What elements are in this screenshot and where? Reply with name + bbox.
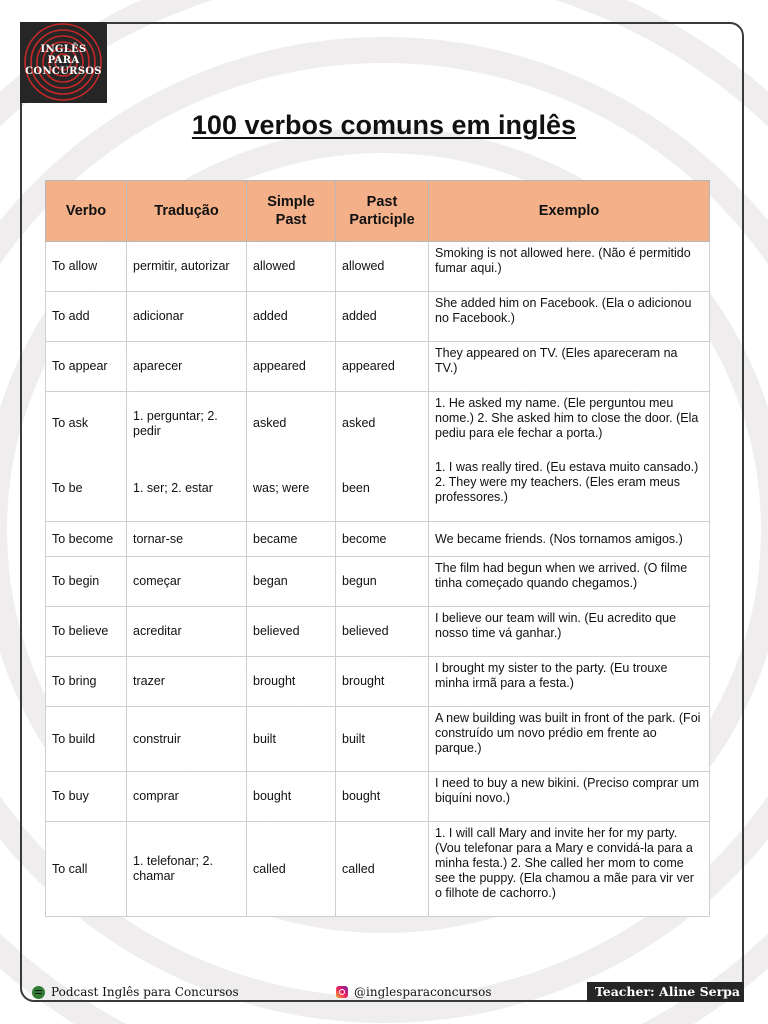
cell-participle: asked: [336, 392, 429, 456]
cell-example: She added him on Facebook. (Ela o adicionou no Facebook.): [429, 292, 710, 342]
cell-participle: brought: [336, 657, 429, 707]
podcast-credit: [32, 985, 239, 999]
cell-past: called: [247, 822, 336, 917]
cell-example: The film had begun when we arrived. (O filme tinha começado quando chegamos.): [429, 557, 710, 607]
cell-past: allowed: [247, 242, 336, 292]
cell-translation: 1. telefonar; 2. chamar: [127, 822, 247, 917]
table-row: [46, 607, 710, 657]
verbs-table: [45, 180, 710, 917]
cell-participle: appeared: [336, 342, 429, 392]
table-row: [46, 707, 710, 772]
cell-example: 1. I was really tired. (Eu estava muito cansado.) 2. They were my teachers. (Eles eram meus professores.): [429, 456, 710, 522]
cell-verb: To allow: [46, 242, 127, 292]
cell-translation: permitir, autorizar: [127, 242, 247, 292]
table-row: [46, 292, 710, 342]
cell-example: I brought my sister to the party. (Eu trouxe minha irmã para a festa.): [429, 657, 710, 707]
cell-example: They appeared on TV. (Eles apareceram na TV.): [429, 342, 710, 392]
cell-past: added: [247, 292, 336, 342]
cell-verb: To bring: [46, 657, 127, 707]
cell-participle: believed: [336, 607, 429, 657]
cell-participle: built: [336, 707, 429, 772]
cell-past: built: [247, 707, 336, 772]
table-row: [46, 392, 710, 456]
header-past-participle: Past Participle: [336, 181, 429, 242]
cell-past: believed: [247, 607, 336, 657]
cell-example: I need to buy a new bikini. (Preciso comprar um biquíni novo.): [429, 772, 710, 822]
table-header-row: [46, 181, 710, 242]
cell-example: 1. He asked my name. (Ele perguntou meu nome.) 2. She asked him to close the door. (Ela pediu para ele fechar a porta.): [429, 392, 710, 456]
table-row: [46, 822, 710, 917]
table-row: [46, 522, 710, 557]
cell-participle: been: [336, 456, 429, 522]
cell-example: 1. I will call Mary and invite her for my party. (Vou telefonar para a Mary e convidá-la para a minha festa.) 2. She called her mom to come see the puppy. (Ela chamou a mãe para vir ver o filhote de cachorro.): [429, 822, 710, 917]
cell-past: began: [247, 557, 336, 607]
cell-past: bought: [247, 772, 336, 822]
spotify-icon: [32, 986, 45, 999]
cell-example: A new building was built in front of the park. (Foi construído um novo prédio em frente ao parque.): [429, 707, 710, 772]
cell-past: became: [247, 522, 336, 557]
cell-participle: become: [336, 522, 429, 557]
cell-translation: adicionar: [127, 292, 247, 342]
cell-translation: acreditar: [127, 607, 247, 657]
cell-translation: trazer: [127, 657, 247, 707]
footer: [20, 982, 744, 1002]
logo-text: INGLÊS PARA CONCURSOS: [25, 44, 102, 77]
cell-translation: 1. perguntar; 2. pedir: [127, 392, 247, 456]
cell-verb: To call: [46, 822, 127, 917]
cell-past: was; were: [247, 456, 336, 522]
table-row: [46, 456, 710, 522]
cell-verb: To begin: [46, 557, 127, 607]
cell-translation: começar: [127, 557, 247, 607]
cell-verb: To appear: [46, 342, 127, 392]
cell-verb: To build: [46, 707, 127, 772]
cell-translation: 1. ser; 2. estar: [127, 456, 247, 522]
cell-translation: comprar: [127, 772, 247, 822]
cell-verb: To be: [46, 456, 127, 522]
table-row: [46, 657, 710, 707]
cell-translation: aparecer: [127, 342, 247, 392]
cell-example: Smoking is not allowed here. (Não é permitido fumar aqui.): [429, 242, 710, 292]
cell-verb: To ask: [46, 392, 127, 456]
table-row: [46, 242, 710, 292]
instagram-icon: [336, 986, 348, 998]
cell-participle: begun: [336, 557, 429, 607]
cell-participle: called: [336, 822, 429, 917]
cell-past: asked: [247, 392, 336, 456]
table-row: [46, 342, 710, 392]
logo: [20, 22, 107, 103]
cell-example: I believe our team will win. (Eu acredito que nosso time vá ganhar.): [429, 607, 710, 657]
header-traducao: Tradução: [127, 181, 247, 242]
cell-verb: To become: [46, 522, 127, 557]
podcast-label: Podcast Inglês para Concursos: [51, 985, 239, 999]
table-row: [46, 557, 710, 607]
cell-translation: tornar-se: [127, 522, 247, 557]
page-title: 100 verbos comuns em inglês: [191, 110, 577, 140]
instagram-handle: @inglesparaconcursos: [354, 985, 492, 999]
cell-participle: allowed: [336, 242, 429, 292]
cell-verb: To add: [46, 292, 127, 342]
header-verbo: Verbo: [46, 181, 127, 242]
table-row: [46, 772, 710, 822]
cell-translation: construir: [127, 707, 247, 772]
cell-example: We became friends. (Nos tornamos amigos.): [429, 522, 710, 557]
cell-past: brought: [247, 657, 336, 707]
cell-participle: bought: [336, 772, 429, 822]
header-simple-past: Simple Past: [247, 181, 336, 242]
instagram-credit: [336, 985, 491, 999]
cell-past: appeared: [247, 342, 336, 392]
cell-verb: To buy: [46, 772, 127, 822]
header-exemplo: Exemplo: [429, 181, 710, 242]
cell-verb: To believe: [46, 607, 127, 657]
teacher-badge: Teacher: Aline Serpa: [587, 982, 744, 1002]
cell-participle: added: [336, 292, 429, 342]
